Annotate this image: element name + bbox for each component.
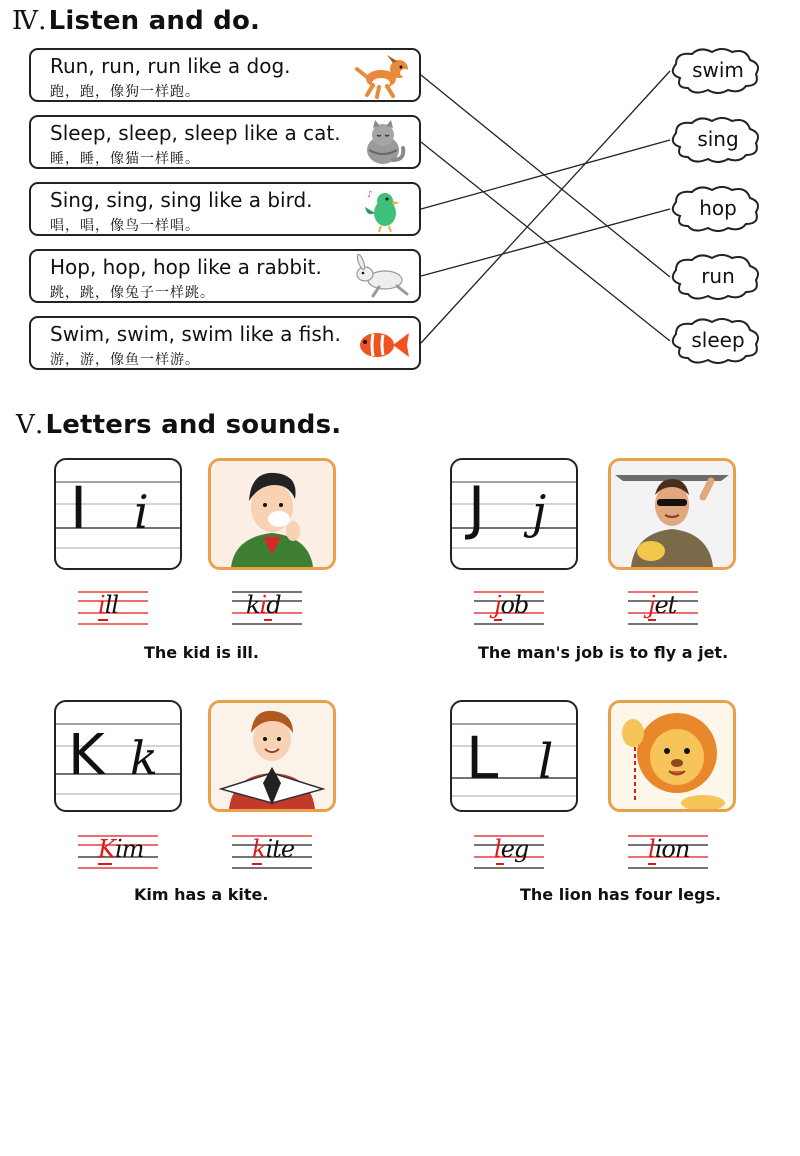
uppercase-letter: I [70, 474, 88, 542]
caption: Kim has a kite. [134, 885, 269, 904]
sentence-english: Sing, sing, sing like a bird. [50, 188, 313, 212]
uppercase-letter: J [468, 474, 486, 542]
section-5-numeral: Ⅴ. [16, 410, 44, 440]
word-rest: ll [104, 591, 119, 619]
cat-icon [353, 120, 413, 166]
highlighted-letter: l [494, 835, 501, 863]
word-prefix: k [246, 591, 260, 619]
fish-icon [353, 321, 413, 367]
svg-text:♪: ♪ [367, 190, 373, 200]
action-word: hop [699, 196, 737, 220]
word-rest: im [114, 835, 144, 863]
kid-blowing-nose-picture [208, 458, 336, 570]
uppercase-letter: K [68, 723, 105, 788]
action-cloud-sleep[interactable] [666, 318, 772, 364]
word-jet [628, 588, 698, 628]
action-cloud-hop[interactable] [666, 186, 772, 232]
lowercase-letter: l [538, 734, 554, 790]
uppercase-letter: L [466, 724, 499, 792]
sentence-box-run[interactable] [29, 48, 421, 102]
highlighted-letter: l [648, 835, 655, 863]
sentence-box-sing[interactable] [29, 182, 421, 236]
section-4-heading: Listen and do. [48, 6, 261, 36]
highlighted-letter: K [98, 835, 115, 863]
word-lion [628, 832, 698, 872]
lion-picture [608, 700, 736, 812]
rabbit-icon [353, 254, 413, 300]
lowercase-letter: k [130, 731, 158, 785]
word-rest: et [654, 591, 677, 619]
highlighted-letter: j [648, 591, 655, 619]
action-cloud-sing[interactable] [666, 117, 772, 163]
action-word: run [701, 264, 735, 288]
sentence-english: Swim, swim, swim like a fish. [50, 322, 341, 346]
word-kite [232, 832, 302, 872]
sentence-english: Hop, hop, hop like a rabbit. [50, 255, 322, 279]
match-line [421, 209, 670, 276]
word-kid [232, 588, 302, 628]
highlighted-letter: i [98, 591, 105, 619]
caption: The man's job is to fly a jet. [478, 643, 729, 662]
sentence-chinese: 跳，跳，像兔子一样跳。 [50, 285, 215, 301]
match-line [421, 75, 670, 277]
sentence-english: Run, run, run like a dog. [50, 54, 291, 78]
action-word: sleep [691, 328, 745, 352]
sentence-chinese: 游，游，像鱼一样游。 [50, 352, 200, 368]
sentence-box-hop[interactable] [29, 249, 421, 303]
action-word: swim [692, 58, 744, 82]
lowercase-letter: j [532, 485, 547, 539]
match-line [421, 142, 670, 341]
section-5-heading: Letters and sounds. [45, 410, 342, 440]
action-word: sing [697, 127, 739, 151]
bird-icon [353, 187, 413, 233]
sentence-chinese: 跑，跑，像狗一样跑。 [50, 84, 200, 100]
word-rest: ob [500, 591, 529, 619]
section-4-numeral: Ⅳ. [12, 6, 47, 36]
word-rest: eg [500, 835, 529, 863]
caption: The kid is ill. [144, 643, 259, 662]
sentence-box-sleep[interactable] [29, 115, 421, 169]
dog-icon [353, 53, 413, 99]
highlighted-letter: k [252, 835, 266, 863]
caption: The lion has four legs. [520, 885, 722, 904]
boy-with-kite-picture [208, 700, 336, 812]
highlighted-letter: i [259, 591, 267, 619]
word-rest: ion [654, 835, 690, 863]
section-5-title [16, 410, 341, 440]
sentence-chinese: 睡，睡，像猫一样睡。 [50, 151, 200, 167]
sentence-english: Sleep, sleep, sleep like a cat. [50, 121, 341, 145]
sentence-chinese: 唱，唱，像鸟一样唱。 [50, 218, 200, 234]
word-ill [78, 588, 148, 628]
word-kim [78, 832, 148, 872]
action-cloud-run[interactable] [666, 254, 772, 300]
action-cloud-swim[interactable] [666, 48, 772, 94]
lowercase-letter: i [134, 485, 149, 539]
letter-card-k [54, 700, 182, 812]
letter-card-i [54, 458, 182, 570]
word-rest: d [266, 591, 281, 619]
letter-card-l [450, 700, 578, 812]
word-job [474, 588, 544, 628]
sentence-box-swim[interactable] [29, 316, 421, 370]
match-line [421, 140, 670, 209]
match-line [421, 71, 670, 343]
letter-card-j [450, 458, 578, 570]
highlighted-letter: j [494, 591, 501, 619]
word-leg [474, 832, 544, 872]
pilot-picture [608, 458, 736, 570]
word-rest: ite [265, 835, 295, 863]
